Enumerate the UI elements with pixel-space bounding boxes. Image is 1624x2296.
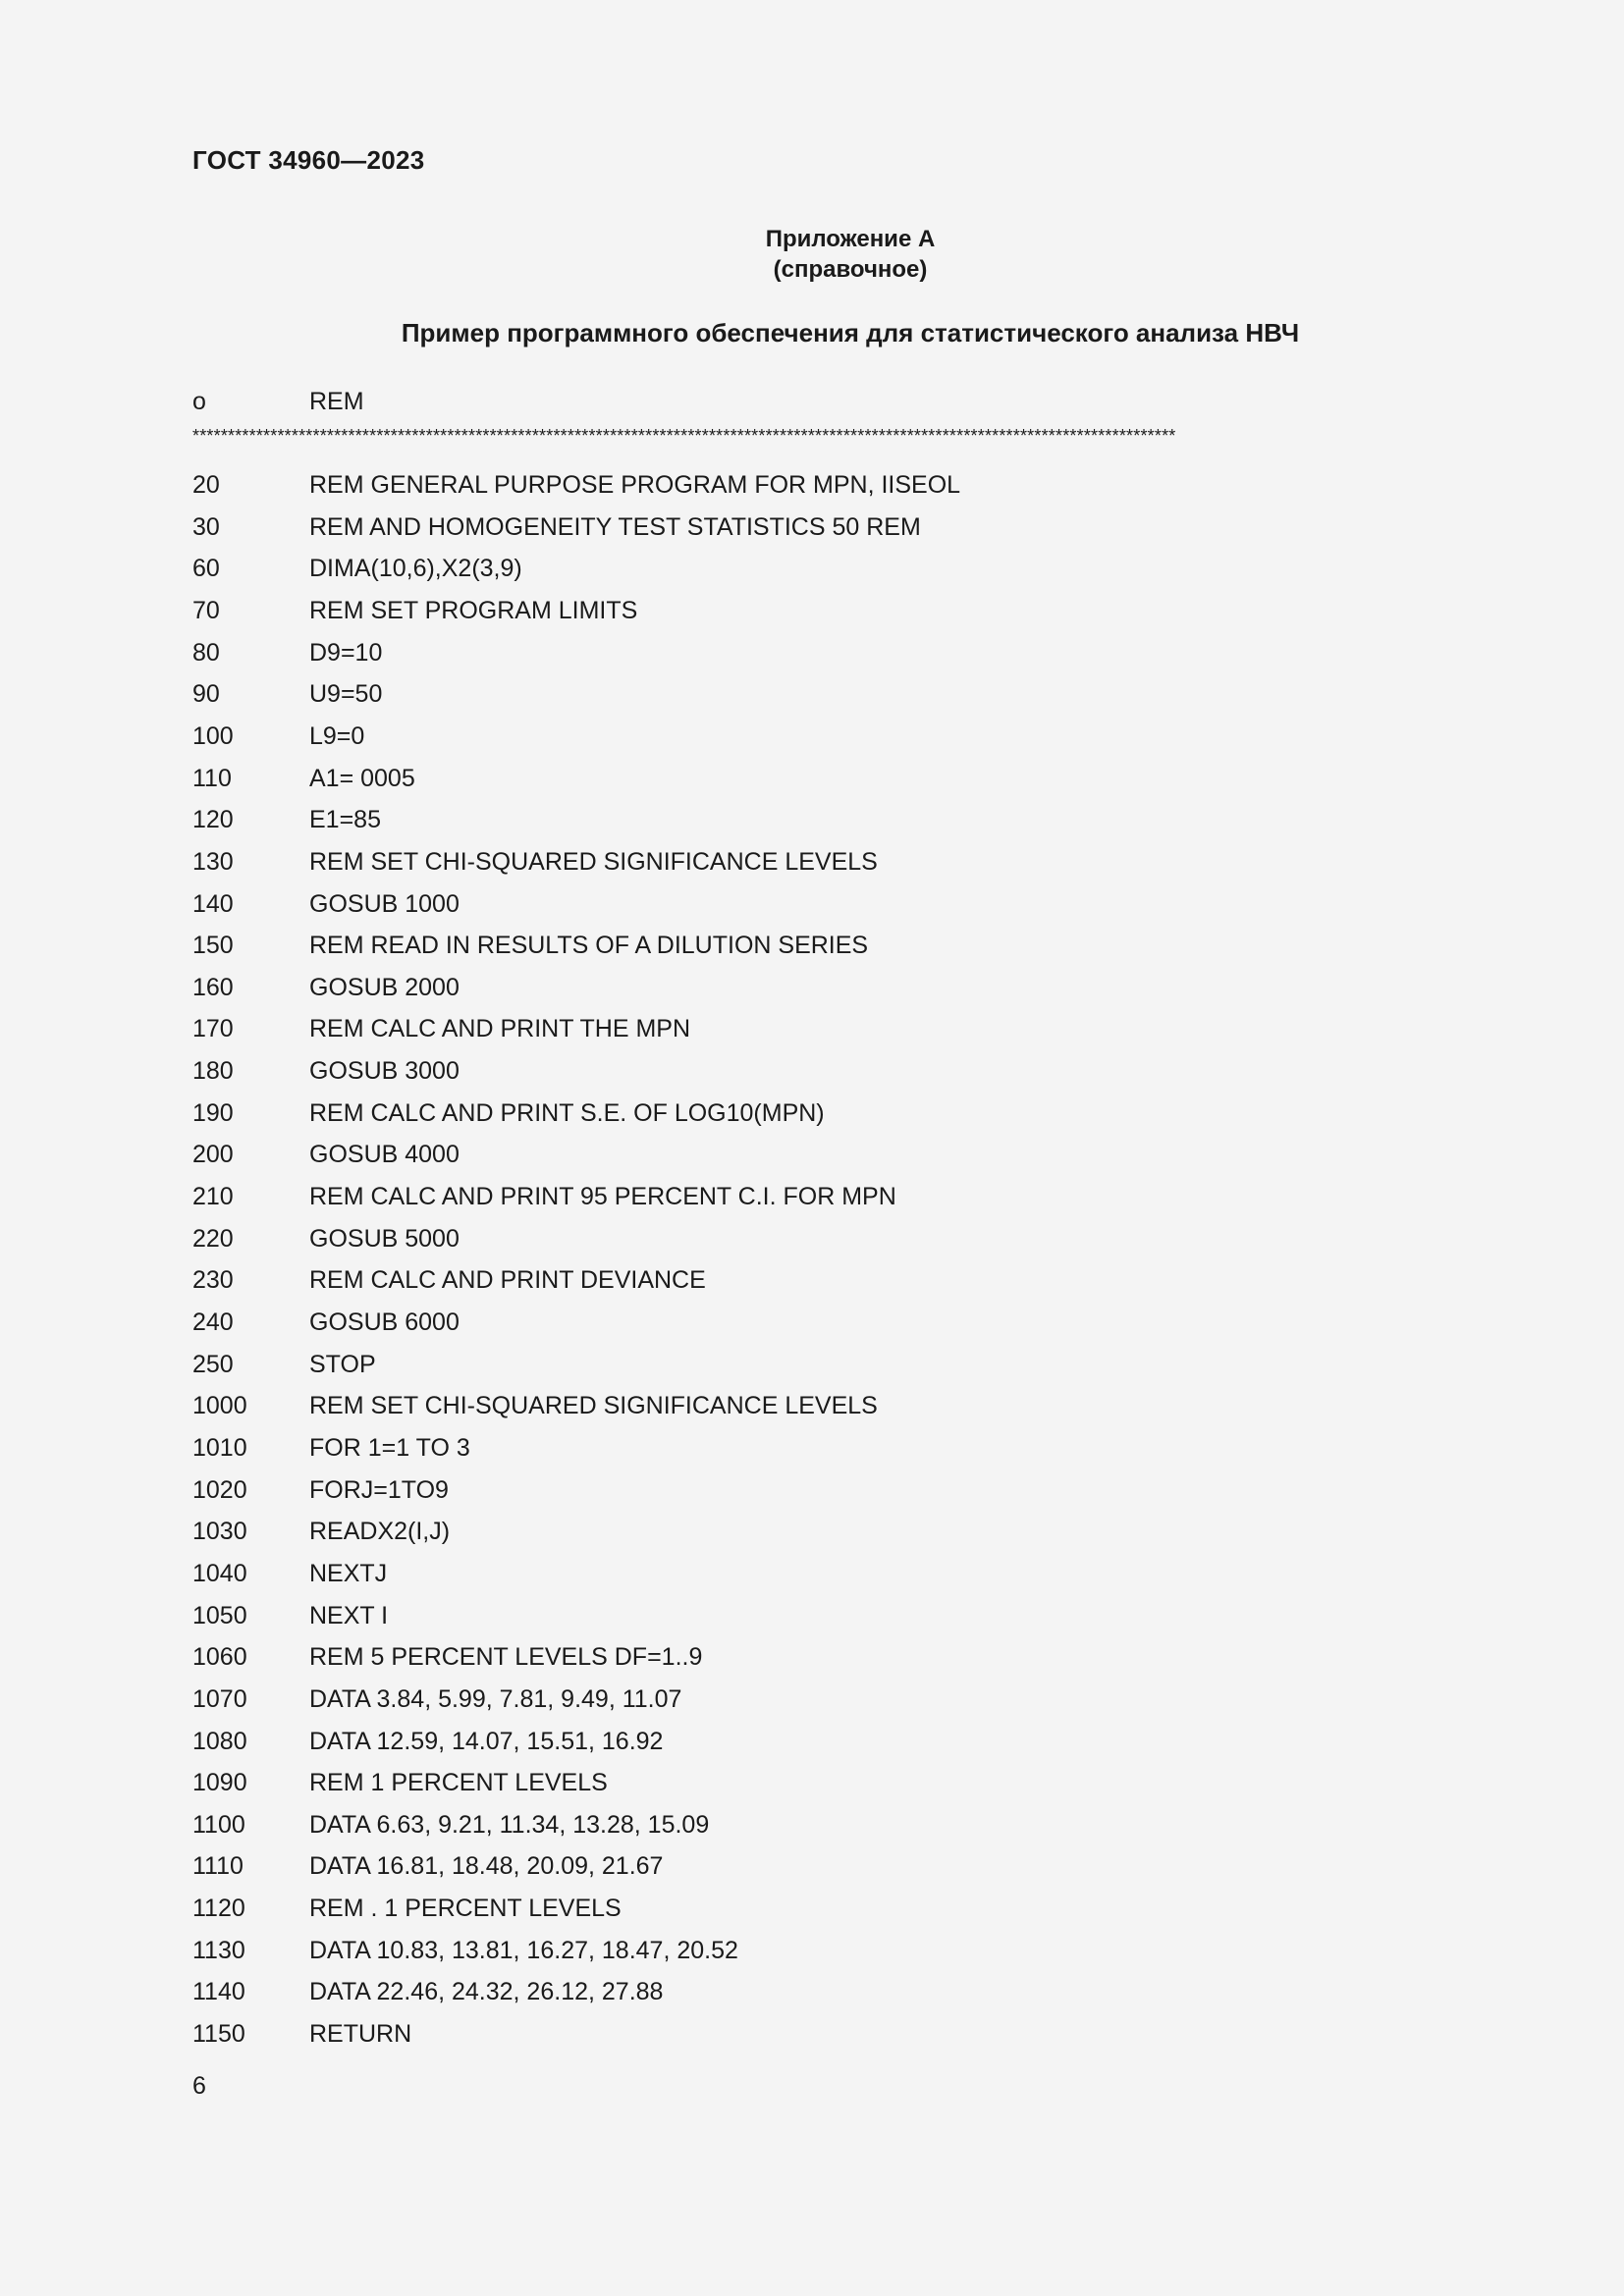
line-number: 1090 [192, 1769, 247, 1796]
line-number: 1030 [192, 1518, 247, 1545]
line-number: 150 [192, 932, 234, 959]
line-text: DATA 10.83, 13.81, 16.27, 18.47, 20.52 [309, 1937, 738, 1964]
line-text: U9=50 [309, 680, 383, 708]
line-text: GOSUB 1000 [309, 890, 460, 918]
line-text: NEXTJ [309, 1560, 388, 1587]
line-number: 90 [192, 680, 220, 708]
line-number: 180 [192, 1057, 234, 1085]
line-number: 60 [192, 555, 220, 582]
appendix-title: Приложение А [765, 226, 936, 252]
line-number: 1060 [192, 1643, 247, 1671]
line-text: FORJ=1TO9 [309, 1476, 449, 1504]
line-text: GOSUB 5000 [309, 1225, 460, 1253]
line-text: REM 5 PERCENT LEVELS DF=1..9 [309, 1643, 703, 1671]
line-text: REM CALC AND PRINT S.E. OF LOG10(MPN) [309, 1099, 825, 1127]
line-number: 1130 [192, 1937, 245, 1964]
line-number: 30 [192, 513, 220, 541]
line-number: о [192, 388, 206, 415]
line-number: 200 [192, 1141, 234, 1168]
line-number: 210 [192, 1183, 234, 1210]
line-text: A1= 0005 [309, 765, 415, 792]
line-text: DATA 6.63, 9.21, 11.34, 13.28, 15.09 [309, 1811, 710, 1839]
line-number: 250 [192, 1351, 234, 1378]
line-number: 130 [192, 848, 234, 876]
line-text: REM CALC AND PRINT 95 PERCENT C.I. FOR MPN [309, 1183, 896, 1210]
line-text: STOP [309, 1351, 376, 1378]
line-text: REM 1 PERCENT LEVELS [309, 1769, 608, 1796]
line-number: 110 [192, 765, 232, 792]
line-text: E1=85 [309, 806, 381, 833]
line-text: D9=10 [309, 639, 383, 667]
line-text: REM AND HOMOGENEITY TEST STATISTICS 50 REM [309, 513, 921, 541]
line-number: 1150 [192, 2020, 245, 2048]
line-text: DATA 12.59, 14.07, 15.51, 16.92 [309, 1728, 664, 1755]
line-number: 1000 [192, 1392, 247, 1419]
line-number: 1100 [192, 1811, 245, 1839]
line-number: 20 [192, 471, 220, 499]
line-text: DATA 22.46, 24.32, 26.12, 27.88 [309, 1978, 664, 2005]
line-number: 100 [192, 722, 234, 750]
line-text: REM CALC AND PRINT THE MPN [309, 1015, 691, 1042]
line-text: NEXT I [309, 1602, 389, 1629]
line-number: 140 [192, 890, 234, 918]
line-text: GOSUB 6000 [309, 1308, 460, 1336]
line-text: REM GENERAL PURPOSE PROGRAM FOR MPN, IISEOL [309, 471, 961, 499]
line-text: REM . 1 PERCENT LEVELS [309, 1895, 622, 1922]
separator-line: ******************************************************************************************************************************************* [192, 426, 1176, 446]
line-text: GOSUB 3000 [309, 1057, 460, 1085]
line-text: REM SET PROGRAM LIMITS [309, 597, 638, 624]
line-number: 230 [192, 1266, 234, 1294]
line-number: 120 [192, 806, 234, 833]
line-text: REM SET CHI-SQUARED SIGNIFICANCE LEVELS [309, 1392, 878, 1419]
line-number: 70 [192, 597, 220, 624]
line-number: 1040 [192, 1560, 247, 1587]
line-text: L9=0 [309, 722, 365, 750]
line-number: 240 [192, 1308, 234, 1336]
line-number: 1080 [192, 1728, 247, 1755]
line-number: 170 [192, 1015, 234, 1042]
line-text: GOSUB 4000 [309, 1141, 460, 1168]
line-text: REM CALC AND PRINT DEVIANCE [309, 1266, 706, 1294]
line-number: 1010 [192, 1434, 247, 1462]
line-text: REM READ IN RESULTS OF A DILUTION SERIES [309, 932, 869, 959]
line-text: RETURN [309, 2020, 412, 2048]
line-number: 190 [192, 1099, 234, 1127]
line-text: DATA 16.81, 18.48, 20.09, 21.67 [309, 1852, 664, 1880]
line-text: DATA 3.84, 5.99, 7.81, 9.49, 11.07 [309, 1685, 682, 1713]
section-title: Пример программного обеспечения для статистического анализа НВЧ [401, 318, 1300, 347]
line-number: 1120 [192, 1895, 245, 1922]
line-text: DIMA(10,6),X2(3,9) [309, 555, 522, 582]
line-number: 1070 [192, 1685, 247, 1713]
line-number: 1050 [192, 1602, 247, 1629]
line-text: READX2(I,J) [309, 1518, 451, 1545]
line-number: 160 [192, 974, 234, 1001]
line-text: GOSUB 2000 [309, 974, 460, 1001]
page-number: 6 [192, 2072, 206, 2100]
line-number: 1020 [192, 1476, 247, 1504]
document-code: ГОСТ 34960—2023 [192, 145, 425, 175]
line-text: FOR 1=1 TO 3 [309, 1434, 470, 1462]
appendix-note: (справочное) [773, 256, 928, 283]
line-number: 1140 [192, 1978, 245, 2005]
line-number: 80 [192, 639, 220, 667]
line-text: REM SET CHI-SQUARED SIGNIFICANCE LEVELS [309, 848, 878, 876]
line-number: 1110 [192, 1852, 244, 1880]
line-number: 220 [192, 1225, 234, 1253]
line-text: REM [309, 388, 364, 415]
